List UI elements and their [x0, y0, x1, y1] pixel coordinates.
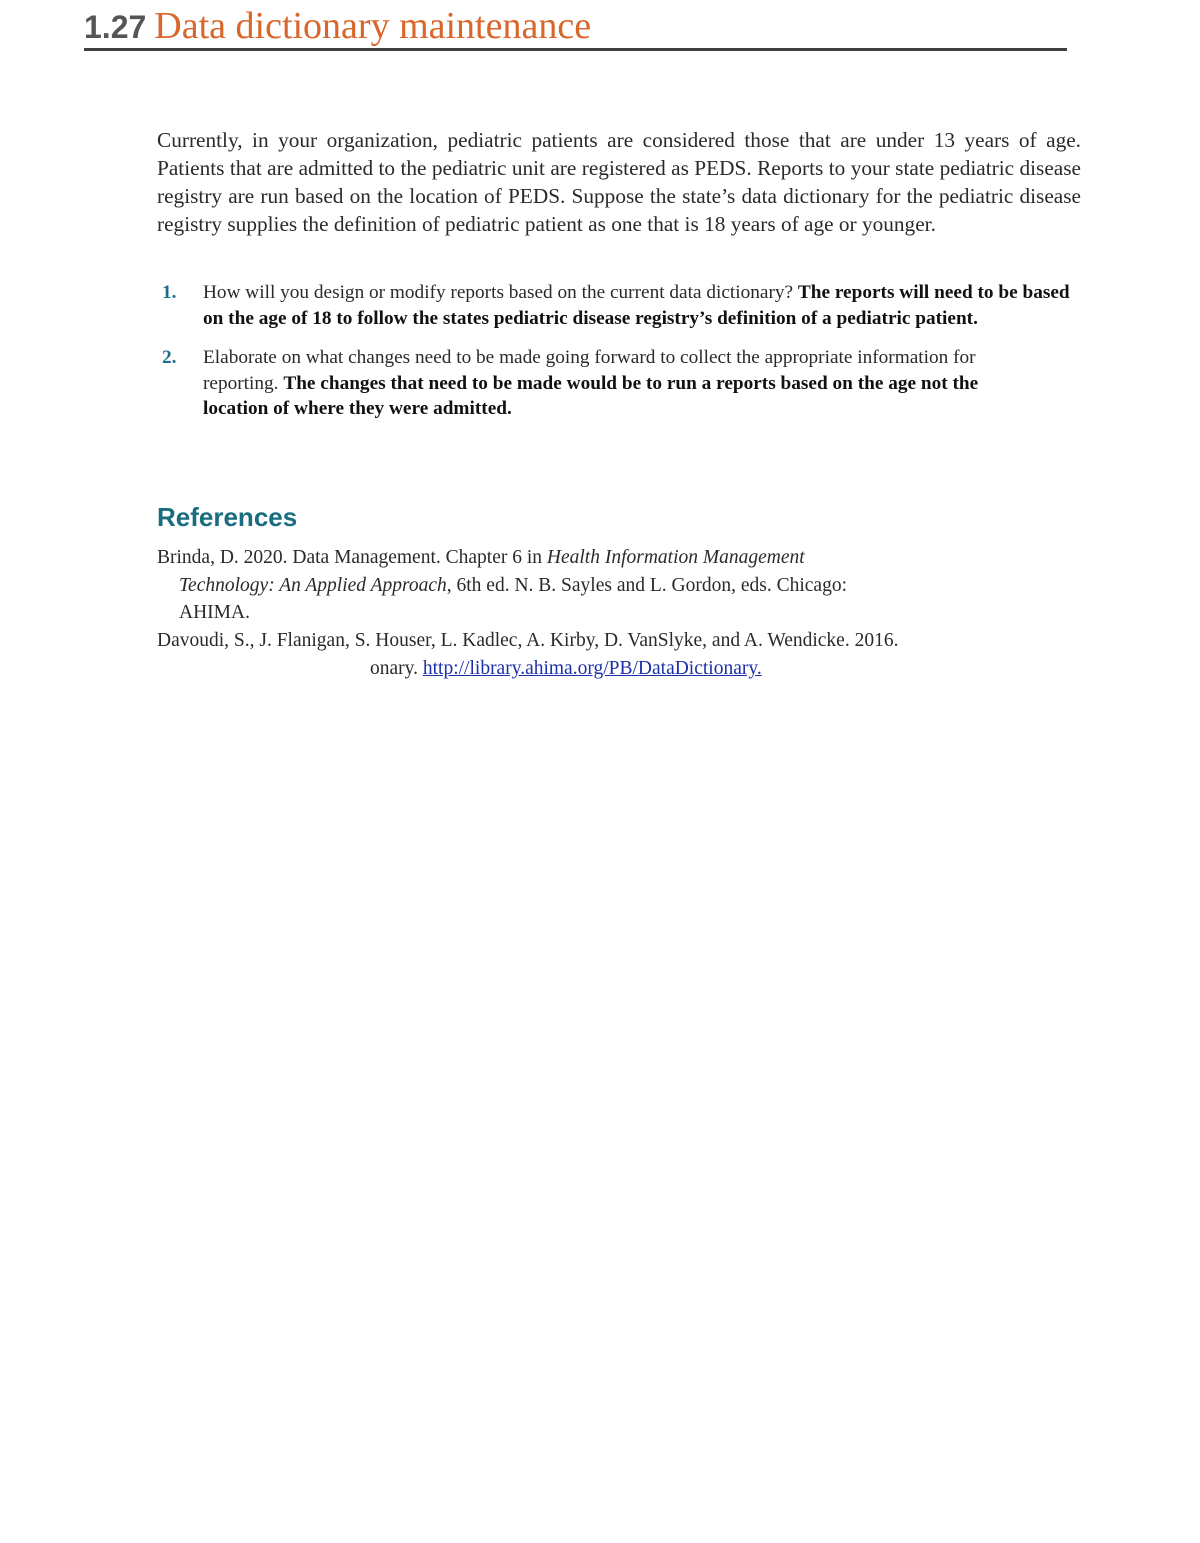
reference-publisher: AHIMA. [179, 602, 250, 623]
question-item [157, 345, 1087, 422]
intro-paragraph: Currently, in your organization, pediatric patients are considered those that are under 13 years of age. Patients that are admitted to the pediatric unit are registered as PEDS. Reports to your state pediatric disease registry are run based on the location of PEDS. Suppose the state’s data dictionary for the pediatric disease registry supplies the definition of pediatric patient as one that is 18 years of age or younger. [157, 128, 1081, 236]
reference-title: Health Information Management [546, 547, 805, 568]
reference-tail: onary. [370, 658, 423, 679]
reference-tail: , 6th ed. N. B. Sayles and L. Gordon, eds. Chicago: [446, 574, 847, 596]
question-list [157, 280, 1087, 422]
question-body [203, 345, 1003, 422]
reference-entry [157, 627, 1057, 655]
reference-entry [157, 544, 957, 627]
reference-link[interactable]: http://library.ahima.org/PB/DataDictionary. [422, 658, 762, 679]
reference-lead: Davoudi, S., J. Flanigan, S. Houser, L. Kadlec, A. Kirby, D. VanSlyke, and A. Wendicke. 2016. [157, 630, 899, 651]
question-number: 2. [162, 347, 177, 368]
reference-continuation [157, 572, 957, 600]
reference-lead: Brinda, D. 2020. Data Management. Chapter 6 in [157, 547, 547, 568]
reference-title-cont: Technology: An Applied Approach [179, 574, 447, 596]
section-title-text: Data dictionary maintenance [154, 5, 592, 47]
reference-continuation [370, 655, 762, 683]
question-answer: The reports will need to be based on the age of 18 to follow the states pediatric disease registry’s definition of a pediatric patient. [203, 282, 1070, 329]
question-answer: The changes that need to be made would be to run a reports based on the age not the location of where they were admitted. [203, 372, 979, 419]
section-number: 1.27 [84, 9, 147, 45]
section-title [84, 4, 1067, 51]
question-item [157, 280, 1087, 331]
question-prompt: How will you design or modify reports based on the current data dictionary? [203, 282, 798, 303]
question-prompt: Elaborate on what changes need to be made going forward to collect the appropriate information for reporting. [203, 347, 976, 394]
question-number: 1. [162, 282, 177, 303]
references-heading: References [157, 502, 298, 532]
